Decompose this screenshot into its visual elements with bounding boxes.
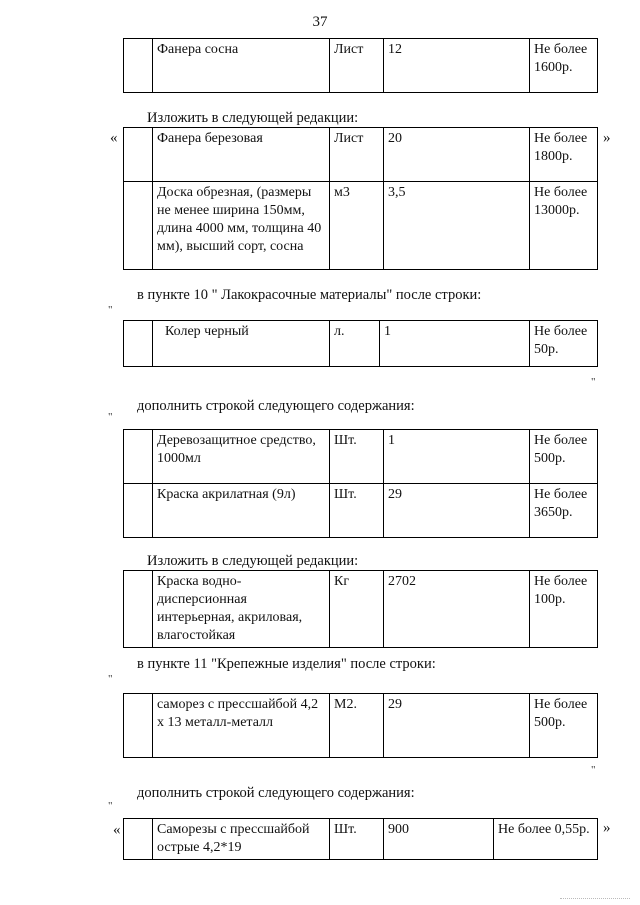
quote-mark: " — [108, 304, 113, 316]
item-qty: 1 — [384, 430, 530, 484]
item-unit: Лист — [330, 128, 384, 182]
table-row — [124, 128, 598, 182]
item-unit: М2. — [330, 694, 384, 758]
item-name: Краска акрилатная (9л) — [153, 484, 330, 538]
quote-mark: " — [108, 800, 113, 812]
table-2 — [123, 127, 598, 270]
item-unit: л. — [330, 321, 380, 367]
row-marker-cell — [124, 571, 153, 648]
row-marker-cell — [124, 39, 153, 93]
item-qty: 2702 — [384, 571, 530, 648]
item-name: саморез с прессшайбой 4,2 х 13 металл-металл — [153, 694, 330, 758]
row-marker-cell — [124, 430, 153, 484]
item-name: Саморезы с прессшайбой острые 4,2*19 — [153, 819, 330, 860]
close-quote: » — [603, 820, 611, 836]
item-qty: 20 — [384, 128, 530, 182]
row-marker-cell — [124, 321, 153, 367]
item-qty: 900 — [384, 819, 494, 860]
table-row — [124, 430, 598, 484]
open-quote: « — [110, 130, 118, 146]
item-name: Краска воднодисперсионная интерьерная, акриловая, влагостойкая — [153, 571, 330, 648]
item-name: Деревозащитное средство, 1000мл — [153, 430, 330, 484]
item-price: Не более 500р. — [530, 694, 598, 758]
item-price: Не более 50р. — [530, 321, 598, 367]
quote-mark: " — [108, 411, 113, 423]
item-name: Фанера сосна — [153, 39, 330, 93]
quote-mark: " — [591, 376, 596, 388]
table-row — [124, 182, 598, 270]
open-quote: « — [113, 822, 121, 838]
item-unit: Кг — [330, 571, 384, 648]
quote-mark: " — [108, 673, 113, 685]
item-price: Не более 1800р. — [530, 128, 598, 182]
item-price: Не более 500р. — [530, 430, 598, 484]
item-unit: м3 — [330, 182, 384, 270]
table-5 — [123, 570, 598, 648]
page-number: 37 — [312, 14, 328, 30]
scan-artifact — [560, 898, 630, 899]
table-row — [124, 321, 598, 367]
instruction-text: Изложить в следующей редакции: — [147, 553, 359, 569]
table-4 — [123, 429, 598, 538]
table-row — [124, 694, 598, 758]
instruction-text: в пункте 11 "Крепежные изделия" после строки: — [137, 656, 436, 672]
item-name: Колер черный — [153, 321, 330, 367]
row-marker-cell — [124, 182, 153, 270]
instruction-text: дополнить строкой следующего содержания: — [137, 398, 415, 414]
item-qty: 29 — [384, 484, 530, 538]
item-qty: 3,5 — [384, 182, 530, 270]
item-unit: Лист — [330, 39, 384, 93]
close-quote: » — [603, 130, 611, 146]
item-qty: 12 — [384, 39, 530, 93]
table-3 — [123, 320, 598, 367]
table-row — [124, 571, 598, 648]
table-1 — [123, 38, 598, 93]
instruction-text: в пункте 10 " Лакокрасочные материалы" после строки: — [137, 287, 482, 303]
table-row — [124, 819, 598, 860]
item-qty: 29 — [384, 694, 530, 758]
table-7 — [123, 818, 598, 860]
item-unit: Шт. — [330, 484, 384, 538]
row-marker-cell — [124, 694, 153, 758]
item-price: Не более 13000р. — [530, 182, 598, 270]
item-name: Фанера березовая — [153, 128, 330, 182]
quote-mark: " — [591, 764, 596, 776]
table-row — [124, 39, 598, 93]
instruction-text: Изложить в следующей редакции: — [147, 110, 359, 126]
item-qty: 1 — [380, 321, 530, 367]
item-price: Не более 1600р. — [530, 39, 598, 93]
table-row — [124, 484, 598, 538]
item-price: Не более 100р. — [530, 571, 598, 648]
item-unit: Шт. — [330, 819, 384, 860]
item-name: Доска обрезная, (размеры не менее ширина 150мм, длина 4000 мм, толщина 40 мм), высший сорт, сосна — [153, 182, 330, 270]
table-6 — [123, 693, 598, 758]
item-unit: Шт. — [330, 430, 384, 484]
item-price: Не более 0,55р. — [494, 819, 598, 860]
row-marker-cell — [124, 819, 153, 860]
row-marker-cell — [124, 484, 153, 538]
item-price: Не более 3650р. — [530, 484, 598, 538]
row-marker-cell — [124, 128, 153, 182]
instruction-text: дополнить строкой следующего содержания: — [137, 785, 415, 801]
